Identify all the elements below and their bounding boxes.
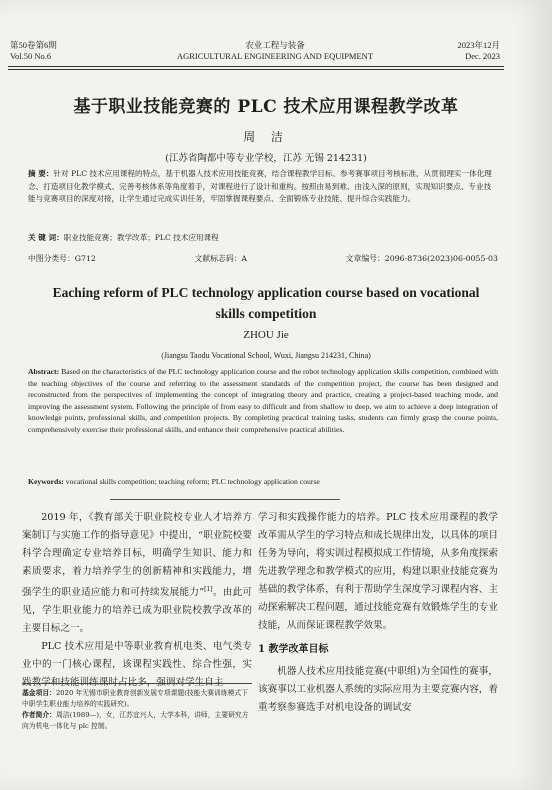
issue-date: [457, 40, 500, 62]
keywords-en-text: vocational skills competition; teaching reform; PLC technology application course: [65, 477, 320, 486]
keywords-en: [28, 477, 498, 486]
journal-en: AGRICULTURAL ENGINEERING AND EQUIPMENT: [176, 51, 374, 61]
classification-row: [28, 253, 498, 264]
keywords-cn: [28, 232, 498, 245]
affiliation-cn: (江苏省陶都中等专业学校，江苏 无锡 214231): [165, 153, 367, 164]
keywords-cn-label: 关 键 词：: [28, 233, 64, 242]
section-divider: [110, 499, 340, 500]
author-cn: 周 洁: [243, 130, 289, 144]
abstract-cn-label: 摘 要：: [28, 169, 54, 178]
clc-number: 中图分类号：G712: [28, 254, 96, 263]
date-en: Dec. 2023: [465, 51, 500, 61]
keywords-cn-text: 职业技能竞赛；教学改革；PLC 技术应用课程: [63, 233, 219, 242]
body-column-right: [258, 509, 498, 717]
body-text: 。由此可见，学生职业能力的培养已成为职业院校教学改革的主要目标之一。: [22, 587, 253, 635]
abstract-cn-text: 针对 PLC 技术应用课程的特点，基于机器人技术应用技能竞赛，结合课程教学目标、参考赛事项目考核标准，从贯彻理实一体化理念、打造项目化教学模式、完善考核体系等角度着手，对课程进行了设计和重构。按照由易到难、由浅入深的原则，实现知识要点、专业技能与竞赛项目的深度对接，让学生通过完成实训任务，牢固掌握课程要点、全面锻炼专业技能、提升综合实践能力。: [28, 169, 492, 203]
footnote-rule: [22, 683, 252, 684]
abstract-en-text: Based on the characteristics of the PLC technology application course and the robot technology application skills competition, combined with the teaching objectives of the course and referring to the assessment standards of the competition project, the course has been designed and reconstructed from the perspectives of implementing the concept of integrating theory and practice, creating a project-based teaching mode, and improving the assessment system. Following the principle of from easy to difficult and from shallow to deep, we aim to achieve a deep integration of knowledge points, professional skills, and competition projects. By completing practical training tasks, students can firmly grasp the course points, comprehensively exercise their professional skills, and enhance their comprehensive practical abilities.: [28, 367, 499, 434]
body-paragraph: [22, 509, 252, 638]
header-rule-thin: [8, 69, 504, 70]
date-cn: 2023年12月: [457, 40, 500, 50]
affiliation-en: (Jiangsu Taodu Vocational School, Wuxi, Jiangsu 214231, China): [161, 351, 371, 360]
abstract-en-label: Abstract:: [28, 367, 60, 376]
section-heading: 1 教学改革目标: [258, 644, 329, 655]
abstract-cn: [28, 168, 498, 206]
body-paragraph: 机器人技术应用技能竞赛(中职组)为全国性的赛事，该赛事以工业机器人系统的实际应用为主要竞赛内容，着重考察参赛选手对机电设备的调试安: [258, 666, 498, 713]
citation-ref: [1]: [204, 586, 213, 593]
journal-name: [150, 40, 400, 62]
abstract-en: [28, 366, 498, 436]
author-bio-footnote: [22, 710, 252, 732]
document-code: 文献标志码：A: [194, 254, 248, 263]
keywords-en-label: Keywords:: [28, 477, 64, 486]
body-paragraph: 学习和实践操作能力的培养。PLC 技术应用课程的教学改革需从学生的学习特点和成长规律出发，以具体的项目任务为导向，将实训过程模拟成工作情境，从多角度探索先进教学理念和教学模式的应用，构建以职业技能竞赛为基础的教学体系，有利于帮助学生深度学习课程内容、主动探索解决工程问题，通过技能竞赛有效锻炼学生的专业技能，从而保证课程教学效果。: [258, 512, 498, 631]
author-en: ZHOU Jie: [243, 329, 289, 341]
body-paragraph: PLC 技术应用是中等职业教育机电类、电气类专业中的一门核心课程，该课程实践性、综合性强，实践教学和技能训练课时占比多，强调对学生自主: [22, 641, 252, 689]
volume-en: Vol.50 No.6: [10, 51, 52, 61]
footnotes: [22, 688, 252, 732]
header-rule: [8, 66, 504, 67]
fund-footnote: [22, 688, 252, 710]
title-cn: 基于职业技能竞赛的 PLC 技术应用课程教学改革: [73, 97, 459, 117]
volume-cn: 第50卷第6期: [10, 40, 57, 50]
author-bio-text: 周洁(1989—)，女，江苏宜兴人，大学本科，讲师，主要研究方向为机电一体化与 plc 控制。: [22, 711, 249, 730]
title-en: Eaching reform of PLC technology application course based on vocational skills competition: [52, 285, 480, 321]
body-column-left: [22, 509, 252, 692]
volume-info: [10, 40, 57, 62]
author-bio-label: 作者简介：: [22, 711, 56, 719]
fund-label: 基金项目：: [22, 689, 56, 697]
article-number: 文章编号：2096-8736(2023)06-0055-03: [345, 254, 498, 263]
fund-text: 2020 年无锡市职业教育创新发展专项课题(技能大赛训练模式下中职学生职业能力培养的实践研究)。: [22, 689, 249, 708]
journal-cn: 农业工程与装备: [245, 40, 305, 50]
body-text: 2019 年，《教育部关于职业院校专业人才培养方案制订与实施工作的指导意见》中提出，“职业院校要科学合理确定专业培养目标，明确学生知识、能力和素质要求，着力培养学生的创新精神和实践能力，增强学生的职业适应能力和可持续发展能力”: [22, 512, 252, 599]
